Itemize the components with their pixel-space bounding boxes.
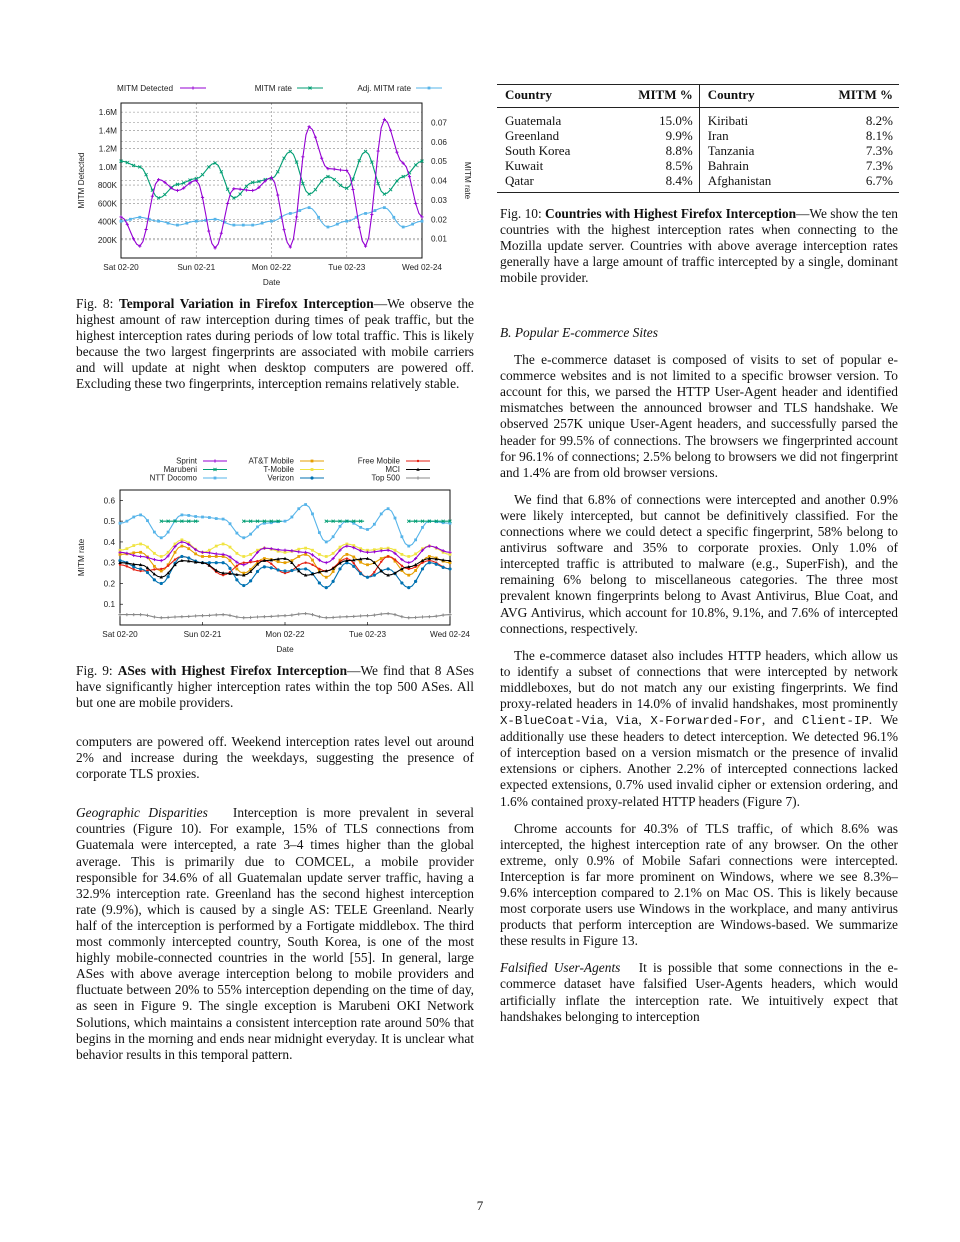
code-via: Via — [616, 714, 639, 729]
mitm-cell: 8.1% — [865, 128, 893, 143]
text-run: , — [638, 712, 651, 728]
mitm-cell: 8.8% — [665, 143, 693, 158]
mitm-cell: 7.3% — [865, 158, 893, 173]
country-cell: Qatar — [505, 173, 534, 188]
y2-tick-label: 0.04 — [431, 176, 447, 186]
y-tick-label: 0.5 — [103, 517, 115, 527]
y-axis-label: MITM rate — [77, 538, 86, 577]
country-cell: Iran — [699, 128, 805, 143]
table-header-row — [497, 85, 899, 108]
geographic-body: Interception is more prevalent in several countries (Figure 10). For example, 15% of TLS connections from Guatemala were intercepted, a rate 3–4 times higher than the global average. This is primarily due to COMCEL, a mobile provider responsible for 34.6% of all Guatemalan update server traffic, having a 32.9% interception rate. Greenland has the second highest interception rate (9.9%), which is caused by a single AS: TELE Greenland. Nearly half of the interception is performed by a Fortigate middlebox. The third most commonly intercepted country, South Korea, is one of the most highly mobile-connected countries in the world [55]. In general, large ASes with above average interception belong to mobile providers and fluctuate between 20% to 55% interception depending on the time of day, as seen in Figure 9. The single exception is Marubeni OKI Network Solutions, which maintains a consistent interception rate around 50% that begins in the morning and ends near midnight everyday. It is unclear what behavior results in this temporal pattern. — [76, 805, 474, 1062]
figure-9 — [70, 448, 480, 658]
paragraph: The e-commerce dataset is composed of visits to set of popular e-commerce websites and is not limited to a specific browser version. To account for this, we parsed the HTTP User-Agent header and identified mismatches between the announced browser and TLS handshake. We observed 257K unique User-Agent headers, and successfully parsed the header for 99.5% of connections. The browsers we fingerprinted account for 96.1% of connections; 2.5% belong to browsers we did not fingerprint and 1.4% are from old browser versions. — [500, 352, 898, 480]
runin-heading-geographic: Geographic Disparities — [76, 805, 208, 821]
x-tick-label: Sun 02-21 — [183, 630, 222, 639]
mitm-cell: 9.9% — [665, 128, 693, 143]
country-cell: Guatemala — [505, 113, 562, 128]
text-run: The e-commerce dataset also includes HTTP headers, which allow us to identify a subset of connections that were intercepted by network middleboxes, but do not match any our existing fingerprints. We find proxy-related headers in 14.0% of invalid handshakes, most prominently — [500, 647, 898, 711]
left-column-body — [76, 734, 474, 1063]
x-tick-label: Wed 02-24 — [402, 263, 442, 272]
y-tick-label: 0.2 — [103, 579, 115, 589]
mitm-cell: 8.5% — [665, 158, 693, 173]
fig8-legend — [117, 84, 442, 93]
legend-label: Sprint — [176, 456, 197, 466]
mitm-cell: 7.3% — [865, 143, 893, 158]
y-tick-label: 1.2M — [98, 144, 117, 154]
paragraph: We find that 6.8% of connections were intercepted and another 0.9% were likely intercepted, but cannot be definitively classified. For the connections where we could detect a specific fingerprint, 58% belong to antivirus software and 35% to corporate proxies. Only 1.0% of intercepted traffic is attributed to malware (e.g., SuperFish), and the remaining 6% belong to miscellaneous categories. The three most prevalent known fingerprints belong to Avast Antivirus, Blue Coat, and AVG Antivirus, which account for 10.8%, 9.1%, and 7.6% of intercepted connections, respectively. — [500, 491, 898, 636]
x-tick-label: Wed 02-24 — [430, 630, 470, 639]
y2-tick-label: 0.05 — [431, 157, 447, 167]
y2-tick-label: 0.03 — [431, 195, 447, 205]
legend-label: Free Mobile — [357, 456, 400, 466]
fig9-caption — [76, 663, 474, 711]
figure-8 — [70, 78, 480, 293]
x-axis-label: Date — [262, 278, 281, 287]
y-tick-label: 0.4 — [103, 537, 115, 547]
text-run: , and — [761, 712, 802, 728]
y2-tick-label: 0.01 — [431, 234, 447, 244]
text-run: . We additionally use these headers to detect interception. We detected 96.1% of interception based on a version mismatch or the presence of invalid extensions or ciphers. Another 2.2% of intercepted connections lacked expected extensions, 0.7% used invalid cipher or extension ordering, and 1.6% contained proxy-related HTTP headers (Figure 7). — [500, 712, 898, 809]
x-tick-label: Tue 02-23 — [348, 630, 387, 639]
x-tick-label: Mon 02-22 — [251, 263, 292, 272]
x-tick-label: Sat 02-20 — [102, 630, 138, 639]
y2-axis-label: MITM rate — [463, 161, 472, 200]
text-run: , — [604, 712, 617, 728]
code-x-forwarded-for: X-Forwarded-For — [650, 714, 762, 729]
x-axis-label: Date — [276, 645, 294, 654]
x-tick-label: Sat 02-20 — [103, 263, 139, 272]
fig10-caption-body: —We show the ten countries with the highest interception rates when connecting to the Mozilla update server. Countries with above average interception rates generally have a large amount of traffic intercepted by a single, dominant mobile provider. — [500, 206, 898, 286]
legend-label: NTT Docomo — [149, 473, 197, 483]
fig8-chart — [70, 78, 480, 293]
page-number: 7 — [476, 1198, 484, 1213]
fig9-caption-label: Fig. 9: — [76, 663, 113, 678]
runin-heading-falsified: Falsified User-Agents — [500, 960, 621, 976]
legend-label: MITM rate — [254, 84, 292, 93]
fig8-caption-body: —We observe the highest amount of raw interception during times of peak traffic, but the highest interception rates during periods of low total traffic. This is likely because the two largest fingerprints are associated with mobile carriers and will update at night when desktop computers are powered off. Excluding these two fingerprints, interception remains relatively stable. — [76, 296, 474, 392]
y-tick-label: 1.6M — [98, 108, 117, 118]
legend-label: Verizon — [267, 473, 294, 483]
y2-tick-label: 0.06 — [431, 137, 447, 147]
country-table — [497, 84, 899, 193]
fig8-caption-label: Fig. 8: — [76, 296, 114, 311]
y-tick-label: 400K — [97, 217, 117, 227]
series-line — [120, 505, 450, 547]
paragraph: computers are powered off. Weekend interception rates level out around 2% and increase during the weekdays, suggesting the presence of corporate TLS proxies. — [76, 734, 474, 782]
mitm-cell: 15.0% — [659, 113, 693, 128]
paragraph: Chrome accounts for 40.3% of TLS traffic, of which 8.6% was intercepted, the highest interception rate of any browser. On the other extreme, only 0.9% of Mobile Safari connections were intercepted. Interception is far more prominent on Windows, where we see 8.3%–9.6% interception compared to 2.1% on Mac OS. This is likely because most corporate users use Windows in the workplace, and many antivirus products that perform interception are Windows-based. We summarize these results in Figure 13. — [500, 820, 898, 949]
legend-label: Top 500 — [371, 473, 400, 483]
falsified-body: It is possible that some connections in the e-commerce dataset have falsified User-Agents headers, which would artificially inflate the interception rate. We intuitively expect that handshakes belonging to interception — [500, 960, 898, 1024]
x-tick-label: Sun 02-21 — [177, 263, 216, 272]
table-row — [497, 143, 899, 158]
fig10-caption-label: Fig. 10: — [500, 206, 542, 221]
paragraph-falsified — [500, 960, 898, 1024]
paragraph-http-headers — [500, 648, 898, 810]
country-cell: South Korea — [505, 143, 571, 158]
country-cell: Bahrain — [699, 158, 805, 173]
fig10-caption — [500, 206, 898, 286]
mitm-cell: 8.4% — [665, 173, 693, 188]
legend-label: T-Mobile — [263, 465, 294, 474]
country-cell: Afghanistan — [699, 173, 805, 193]
fig10-caption-title: Countries with Highest Firefox Interception — [545, 206, 797, 221]
y-tick-label: 1.0M — [98, 162, 117, 172]
y-axis-label: MITM Detected — [77, 152, 86, 209]
section-title: B. Popular E-commerce Sites — [500, 325, 658, 340]
table-row — [497, 158, 899, 173]
y-tick-label: 200K — [97, 235, 117, 245]
country-cell: Kiribati — [699, 108, 805, 129]
y-tick-label: 600K — [97, 199, 117, 209]
y-tick-label: 0.1 — [103, 600, 115, 610]
code-x-bluecoat-via: X-BlueCoat-Via — [500, 714, 605, 729]
mitm-cell: 6.7% — [865, 173, 893, 188]
y2-tick-label: 0.07 — [431, 118, 447, 128]
legend-label: MITM Detected — [117, 84, 173, 93]
col-mitm-2: MITM % — [838, 87, 893, 102]
mitm-cell: 8.2% — [865, 113, 893, 128]
fig8-caption — [76, 296, 474, 393]
y-tick-label: 1.4M — [98, 126, 117, 136]
col-country-2: Country — [699, 85, 805, 108]
code-client-ip: Client-IP — [801, 714, 869, 729]
x-tick-label: Tue 02-23 — [328, 263, 366, 272]
country-cell: Greenland — [505, 128, 560, 143]
col-mitm-1: MITM % — [638, 87, 693, 102]
y-tick-label: 0.3 — [103, 558, 115, 568]
col-country-1: Country — [505, 87, 552, 102]
fig9-series — [118, 503, 451, 619]
x-tick-label: Mon 02-22 — [265, 630, 305, 639]
figure-10 — [497, 84, 899, 193]
y-tick-label: 800K — [97, 181, 117, 191]
table-row — [497, 108, 899, 129]
table-row — [497, 128, 899, 143]
right-column-body — [500, 325, 898, 1025]
country-cell: Kuwait — [505, 158, 544, 173]
fig9-caption-title: ASes with Highest Firefox Interception — [117, 663, 348, 678]
fig9-legend — [150, 457, 430, 483]
y2-tick-label: 0.02 — [431, 215, 447, 225]
legend-label: MCI — [385, 465, 400, 474]
fig9-chart — [70, 448, 480, 658]
legend-label: AT&T Mobile — [248, 456, 294, 466]
y-tick-label: 0.6 — [103, 496, 115, 506]
legend-label: Marubeni — [163, 465, 197, 474]
fig9-caption-body: —We find that 8 ASes have significantly higher interception rates within the top 500 ASes. All but one are mobile providers. — [76, 663, 474, 711]
paragraph-geographic — [76, 805, 474, 1063]
fig8-caption-title: Temporal Variation in Firefox Interception — [119, 296, 374, 311]
table-row — [497, 173, 899, 193]
country-cell: Tanzania — [699, 143, 805, 158]
legend-label: Adj. MITM rate — [357, 84, 411, 93]
